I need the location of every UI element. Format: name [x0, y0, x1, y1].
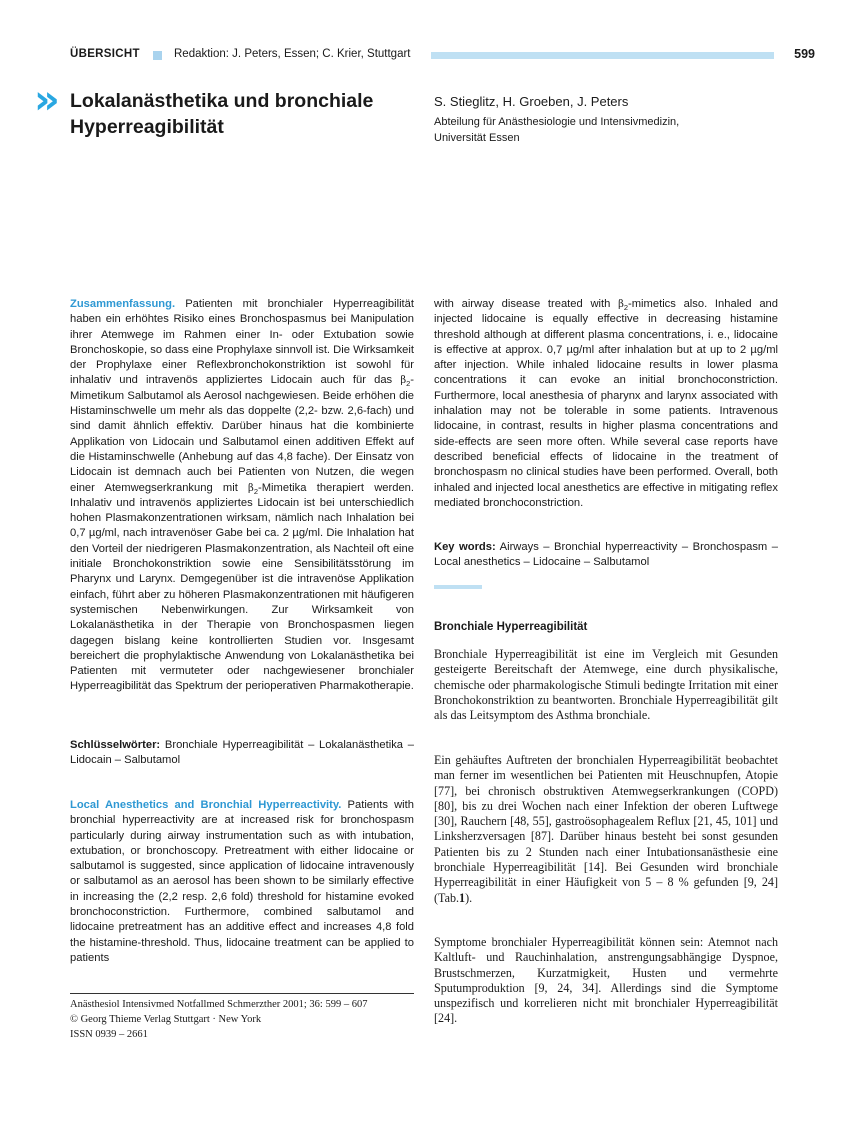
body-paragraph: Symptome bronchialer Hyperreagibilität können sein: Atemnot nach Kaltluft- und Rauchinhalation, anstrengungsabhängige Dyspnoe, Brustschmerzen, Kurzatmigkeit, Husten und vermehrte Sputumproduktion [9, 24, 34]. Allerdings sind die Symptome unspezifisch und korrelieren nicht mit bronchialer Hyperreagibilität [24].: [434, 935, 778, 1026]
keywords-label: Key words:: [434, 541, 496, 553]
abstract-text: -mimetics also. Inhaled and injected lidocaine is equally effective in decreasing histamine threshold although at different plasma concentrations, i. e., lidocaine is effective at approx. 0,7 µg/ml after inhalation but at up to 2 µg/ml after injection. While inhaled lidocaine results in lower plasma concentrations it can evoke an initial bronchoconstriction. Furthermore, local anesthesia of pharynx and larynx associated with inhalation may not be tolerable in some patients. Intravenous lidocaine, in contrast, results in higher plasma concentrations and side-effects are seen more often. While several case reports have described beneficial effects of lidocaine in the treatment of bronchospasm no clinical studies have been performed. Overall, both inhaled and injected local anesthetics are effective in mitigating reflex mediated bronchoconstriction.: [434, 298, 778, 509]
title-line: Lokalanästhetika und bronchiale: [70, 90, 374, 112]
page-number: 599: [794, 47, 815, 61]
body-paragraph: [434, 753, 778, 906]
paragraph-text: ).: [465, 890, 473, 905]
abstract-lead: Zusammenfassung.: [70, 298, 176, 310]
publisher-line: © Georg Thieme Verlag Stuttgart · New York: [70, 1014, 262, 1025]
citation-line: Anästhesiol Intensivmed Notfallmed Schmerzther 2001; 36: 599 – 607: [70, 999, 368, 1010]
affiliation-line: Abteilung für Anästhesiologie und Intensivmedizin,: [434, 116, 680, 128]
footer-citation: [70, 997, 414, 1042]
header-rule: [431, 52, 774, 59]
abstract-text: Patienten mit bronchialer Hyperreagibilität haben ein erhöhtes Risiko eines Bronchospasmus bei Manipulation ihrer Atemwege im Rahmen einer In- oder Extubation sowie Bronchoskopie, so dass eine Prophylaxe sinnvoll ist. Die Wirksamkeit der Prophylaxe einer Reflexbronchokonstriktion ist sowohl für inhalativ und intravenös appliziertes Lidocain auch für das: [70, 298, 414, 387]
beta-symbol: β: [248, 482, 254, 494]
affiliation-line: Universität Essen: [434, 131, 520, 144]
abstract-text: Patients with bronchial hyperreactivity are at increased risk for bronchospasm particularly during airway instrumentation such as with intubation, extubation, or bronchoscopy. Pretreatment with either lidocaine or salbutamol is suggested, since application of lidocaine intravenously or salbutamol as an aerosol has been shown to be similarly effective in increasing the (2,2 resp. 2,6 fold) threshold for histamine evoked bronchoconstriction. Furthermore, combined salbutamol and lidocaine pretreatment has an additive effect and increases 4,8 fold the histamine-threshold. Thus, lidocaine treatment can be applied to patients: [70, 799, 414, 964]
keywords-german: [70, 738, 414, 769]
keywords-text: Airways – Bronchial hyperreactivity – Bronchospasm – Local anesthetics – Lidocaine – Salbutamol: [434, 541, 778, 569]
section-divider: [434, 585, 482, 589]
body-paragraph: Bronchiale Hyperreagibilität ist eine im Vergleich mit Gesunden gesteigerte Bereitschaft der Atemwege, eine durch physikalische, chemische oder pharmakologische Stimuli bedingte Irritation mit einer Bronchokonstriktion zu beantworten. Bronchiale Hyperreagibilität gilt als das Leitsymptom des Asthma bronchiale.: [434, 647, 778, 723]
beta-symbol: β: [400, 375, 407, 387]
footer-rule: [70, 993, 414, 994]
section-heading: Bronchiale Hyperreagibilität: [434, 621, 588, 633]
subscript: 2: [623, 303, 629, 313]
beta-symbol: β: [618, 299, 624, 310]
subscript: 2: [253, 486, 258, 496]
keywords-label: Schlüsselwörter:: [70, 739, 161, 751]
keywords-text: Bronchiale Hyperreagibilität – Lokalanästhetika – Lidocain – Salbutamol: [70, 739, 414, 767]
title-line: Hyperreagibilität: [70, 116, 224, 138]
abstract-text: - Mimetikum Salbutamol als Aerosol nachgewiesen. Beide erhöhen die Histaminschwelle um mehr als das doppelte (2,2- bzw. 2,6-fach) und sind damit ähnlich effektiv. Darüber hinaus hat die kombinierte Applikation von Lidocain und Salbutamol einen additiven Effekt auf die Histaminschwelle (Anhebung auf das 4,8 fache). Der Einsatz von Lidocain ist demnach auch bei Patienten von Nutzen, die wegen einer Atemwegserkrankung mit: [70, 374, 414, 494]
issn-line: ISSN 0939 – 2661: [70, 1029, 148, 1040]
keywords-english: [434, 540, 778, 571]
quote-mark-icon: »: [34, 77, 54, 123]
abstract-german: [70, 297, 414, 695]
table-reference: 1: [459, 890, 466, 905]
paragraph-text: Ein gehäuftes Auftreten der bronchialen Hyperreagibilität beobachtet man ferner im wesentlichen bei Patienten mit Heuschnupfen, Atopie [77], bei chronisch obstruktiven Atemwegserkrankungen (COPD) [80], bis zu drei Wochen nach einer Infektion der oberen Luftwege [30], Rauchern [48, 55], gastroösophagealem Reflux [21, 45, 101] und Linksherzversagen [87]. Darüber hinaus besteht bei sonst gesunden Patienten bis zu 2 Stunden nach einer Intubationsanästhesie eine bronchiale Hyperreagibilität [14]. Bei Gesunden wird bronchiale Hyperreagibilität in einer Häufigkeit von 5 – 8 % gefunden [9, 24] (Tab.: [434, 753, 778, 905]
abstract-lead: Local Anesthetics and Bronchial Hyperreactivity.: [70, 799, 342, 811]
subscript: 2: [406, 379, 411, 389]
section-label: ÜBERSICHT: [70, 48, 140, 60]
article-title: [70, 88, 410, 140]
abstract-english-continued: [434, 297, 778, 511]
authors: S. Stieglitz, H. Groeben, J. Peters: [434, 94, 629, 109]
section-marker: [153, 51, 162, 60]
affiliation: [434, 115, 764, 146]
abstract-english: [70, 798, 414, 966]
abstract-text: with airway disease treated with: [434, 298, 619, 310]
editors-line: Redaktion: J. Peters, Essen; C. Krier, Stuttgart: [174, 48, 411, 60]
abstract-text: -Mimetika therapiert werden. Inhalativ und intravenös appliziertes Lidocain ist bei unterschiedlich hohen Plasmakonzentrationen wirksam, nämlich nach Inhalation bei 0,7 µg/ml, nach intravenöser Gabe bei ca. 2 µg/ml. Die Inhalation hat den Vorteil der niedrigeren Plasmakonzentration, als Nachteil oft eine initiale Bronchokonstriktion sowie eine Sensibilitätsstörung im Pharynx und Larynx. Demgegenüber ist die intravenöse Applikation einfach, führt aber zu höheren Plasmakonzentrationen mit häufigeren systemischen Nebenwirkungen. Zur Wirksamkeit von Lokalanästhetika in der Therapie von Bronchospasmen liegen dagegen bislang keine kontrollierten Studien vor. Insgesamt bereichert die prophylaktische Anwendung von Lokalanästhetika bei Patienten mit vermuteter oder nachgewiesener bronchialer Hyperreagibilität das Spektrum der perioperativen Pharmakotherapie.: [70, 481, 414, 693]
